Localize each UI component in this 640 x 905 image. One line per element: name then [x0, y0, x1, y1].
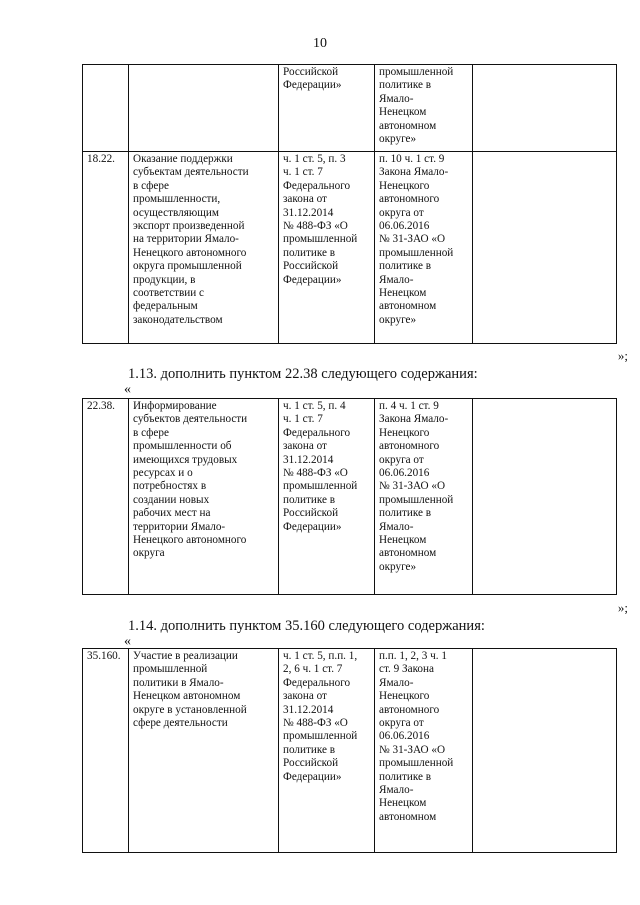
opening-quote: « — [124, 382, 131, 397]
table-row — [83, 65, 617, 152]
row-number-cell: 35.160. — [83, 649, 129, 853]
closing-quote: »; — [617, 600, 628, 615]
page-number: 10 — [313, 36, 327, 51]
regional-basis-cell: п. 4 ч. 1 ст. 9 Закона Ямало- Ненецкого автономного округа от 06.06.2016 № 31-ЗАО «О промышленной политике в Ямало- Ненецком автономном округе» — [375, 399, 473, 595]
row-number-cell: 22.38. — [83, 399, 129, 595]
regional-basis-cell: промышленной политике в Ямало- Ненецком автономном округе» — [375, 65, 473, 152]
description-cell — [129, 65, 279, 152]
note-cell — [473, 399, 617, 595]
section-heading-1-13: 1.13. дополнить пунктом 22.38 следующего содержания: — [128, 366, 478, 382]
federal-basis-cell: ч. 1 ст. 5, п. 4 ч. 1 ст. 7 Федерального закона от 31.12.2014 № 488-ФЗ «О промышленной политике в Российской Федерации» — [279, 399, 375, 595]
description-cell: Участие в реализации промышленной политики в Ямало- Ненецком автономном округе в установленной сфере деятельности — [129, 649, 279, 853]
section-heading-1-14: 1.14. дополнить пунктом 35.160 следующего содержания: — [128, 618, 485, 634]
table-row — [83, 649, 617, 853]
federal-basis-cell: Российской Федерации» — [279, 65, 375, 152]
table-row — [83, 399, 617, 595]
note-cell — [473, 152, 617, 344]
row-number-cell — [83, 65, 129, 152]
note-cell — [473, 649, 617, 853]
note-cell — [473, 65, 617, 152]
description-cell: Информирование субъектов деятельности в сфере промышленности об имеющихся трудовых ресурсах и о потребностях в создании новых рабочих мест на территории Ямало- Ненецкого автономного округа — [129, 399, 279, 595]
federal-basis-cell: ч. 1 ст. 5, п.п. 1, 2, 6 ч. 1 ст. 7 Федерального закона от 31.12.2014 № 488-ФЗ «О промышленной политике в Российской Федерации» — [279, 649, 375, 853]
row-number-cell: 18.22. — [83, 152, 129, 344]
regional-basis-cell: п. 10 ч. 1 ст. 9 Закона Ямало- Ненецкого автономного округа от 06.06.2016 № 31-ЗАО «О промышленной политике в Ямало- Ненецком автономном округе» — [375, 152, 473, 344]
federal-basis-cell: ч. 1 ст. 5, п. 3 ч. 1 ст. 7 Федерального закона от 31.12.2014 № 488-ФЗ «О промышленной политике в Российской Федерации» — [279, 152, 375, 344]
table-item-22-38 — [82, 398, 617, 595]
regional-basis-cell: п.п. 1, 2, 3 ч. 1 ст. 9 Закона Ямало- Ненецкого автономного округа от 06.06.2016 № 31-ЗАО «О промышленной политике в Ямало- Ненецком автономном — [375, 649, 473, 853]
description-cell: Оказание поддержки субъектам деятельности в сфере промышленности, осуществляющим экспорт произведенной на территории Ямало- Ненецкого автономного округа промышленной продукции, в соответствии с федеральным законодательством — [129, 152, 279, 344]
table-continuation — [82, 64, 617, 344]
table-item-35-160 — [82, 648, 617, 853]
closing-quote: »; — [617, 348, 628, 363]
opening-quote: « — [124, 634, 131, 649]
table-row — [83, 152, 617, 344]
